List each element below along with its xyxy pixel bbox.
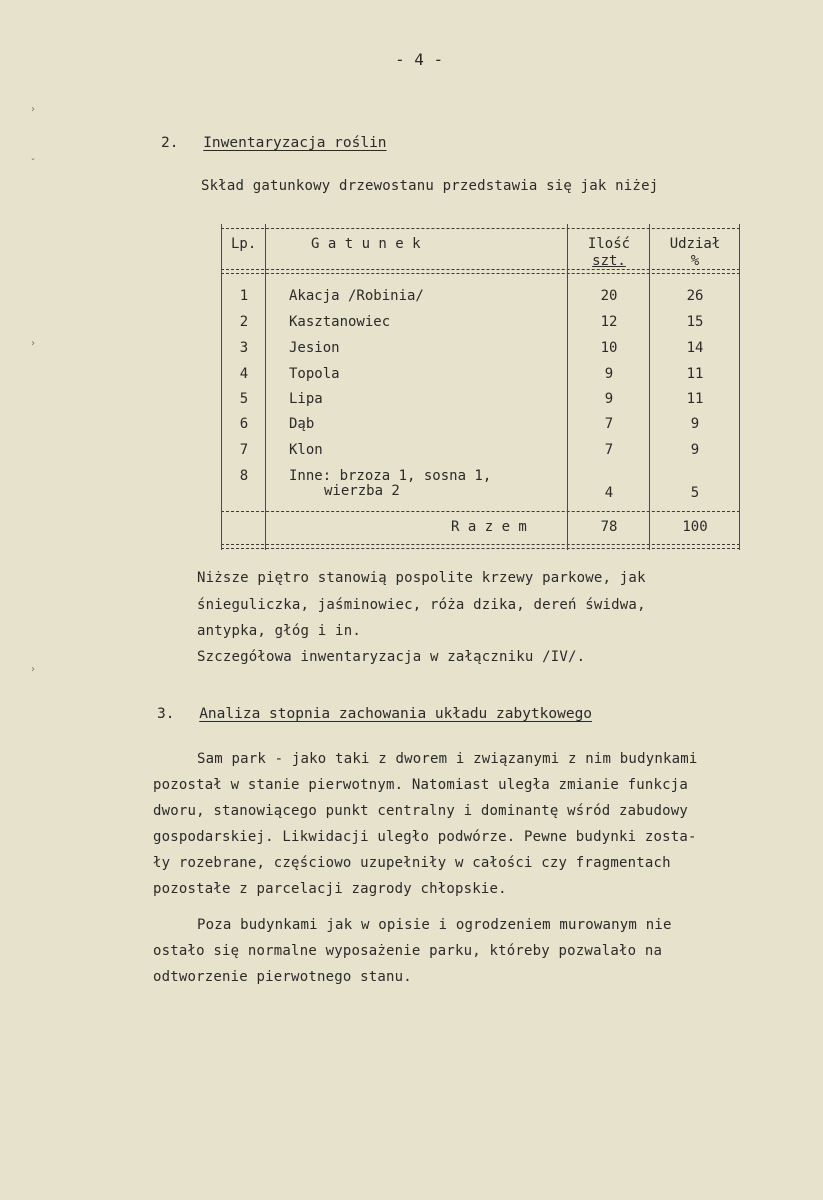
header-udzial-unit: %: [690, 253, 700, 269]
row-gatunek: Lipa: [289, 391, 323, 407]
row-udzial: 15: [686, 314, 704, 330]
header-gatunek: G a t u n e k: [311, 236, 421, 252]
header-ilosc-unit: szt.: [592, 253, 626, 269]
row-ilosc: 4: [604, 485, 614, 501]
section-2-intro: Skład gatunkowy drzewostanu przedstawia się jak niżej: [201, 178, 659, 194]
row-lp: 5: [239, 391, 249, 407]
row-ilosc: 12: [600, 314, 618, 330]
row-ilosc: 7: [604, 442, 614, 458]
margin-mark: ›: [30, 338, 37, 349]
row-lp: 1: [239, 288, 249, 304]
table-divider: [567, 224, 568, 550]
total-label: R a z e m: [451, 519, 527, 535]
table-bottom-rule: [221, 544, 740, 549]
section-2-title: Inwentaryzacja roślin: [203, 135, 387, 151]
row-lp: 7: [239, 442, 249, 458]
row-ilosc: 7: [604, 416, 614, 432]
row-gatunek: Topola: [289, 366, 340, 382]
table-divider: [649, 224, 650, 550]
margin-mark: ›: [30, 104, 37, 115]
row-gatunek: Dąb: [289, 416, 315, 432]
row-lp: 6: [239, 416, 249, 432]
table-border-right: [739, 224, 740, 550]
row-ilosc: 9: [604, 391, 614, 407]
header-udzial: Udział: [669, 236, 721, 252]
para-line: dworu, stanowiącego punkt centralny i dominantę wśród zabudowy: [153, 803, 688, 819]
para-line: odtworzenie pierwotnego stanu.: [153, 969, 412, 985]
row-gatunek: Inne: brzoza 1, sosna 1,: [289, 468, 492, 484]
shrubs-line: Niższe piętro stanowią pospolite krzewy parkowe, jak: [197, 570, 646, 586]
total-udzial: 100: [682, 519, 708, 535]
shrubs-line: antypka, głóg i in.: [197, 623, 361, 639]
row-lp: 8: [239, 468, 249, 484]
row-gatunek: Jesion: [289, 340, 340, 356]
table-border-left: [221, 224, 222, 550]
row-udzial: 5: [690, 485, 700, 501]
margin-mark: ›: [30, 664, 37, 675]
total-ilosc: 78: [600, 519, 618, 535]
section-3-heading: [157, 706, 592, 722]
header-ilosc: Ilość: [587, 236, 631, 252]
row-udzial: 11: [686, 391, 704, 407]
header-lp: Lp.: [231, 236, 257, 252]
para-line: pozostał w stanie pierwotnym. Natomiast uległa zmianie funkcja: [153, 777, 688, 793]
row-lp: 2: [239, 314, 249, 330]
table-header-rule: [221, 269, 740, 274]
row-ilosc: 10: [600, 340, 618, 356]
table-total-rule: [221, 511, 740, 512]
table-divider: [265, 224, 266, 550]
section-3-number: 3.: [157, 706, 175, 722]
row-udzial: 11: [686, 366, 704, 382]
section-3-title: Analiza stopnia zachowania układu zabytkowego: [199, 706, 593, 722]
row-gatunek: Klon: [289, 442, 323, 458]
species-table: [221, 224, 740, 550]
row-udzial: 26: [686, 288, 704, 304]
row-ilosc: 9: [604, 366, 614, 382]
margin-mark: ˇ: [30, 158, 37, 169]
row-udzial: 9: [690, 416, 700, 432]
para-line: ostało się normalne wyposażenie parku, któreby pozwalało na: [153, 943, 663, 959]
para-line: Poza budynkami jak w opisie i ogrodzeniem murowanym nie: [197, 917, 672, 933]
page-number: - 4 -: [395, 50, 444, 69]
row-gatunek: Kasztanowiec: [289, 314, 391, 330]
row-gatunek-cont: wierzba 2: [324, 483, 400, 499]
section-2-number: 2.: [161, 135, 179, 151]
para-line: ły rozebrane, częściowo uzupełniły w całości czy fragmentach: [153, 855, 671, 871]
shrubs-line: Szczegółowa inwentaryzacja w załączniku /IV/.: [197, 649, 586, 665]
para-line: pozostałe z parcelacji zagrody chłopskie.: [153, 881, 507, 897]
row-udzial: 9: [690, 442, 700, 458]
shrubs-line: śnieguliczka, jaśminowiec, róża dzika, dereń świdwa,: [197, 597, 646, 613]
table-top-rule: [221, 228, 740, 229]
para-line: gospodarskiej. Likwidacji uległo podwórze. Pewne budynki zosta-: [153, 829, 697, 845]
row-gatunek: Akacja /Robinia/: [289, 288, 424, 304]
row-ilosc: 20: [600, 288, 618, 304]
row-lp: 4: [239, 366, 249, 382]
row-udzial: 14: [686, 340, 704, 356]
row-lp: 3: [239, 340, 249, 356]
section-2-heading: [161, 135, 387, 151]
para-line: Sam park - jako taki z dworem i związanymi z nim budynkami: [197, 751, 698, 767]
